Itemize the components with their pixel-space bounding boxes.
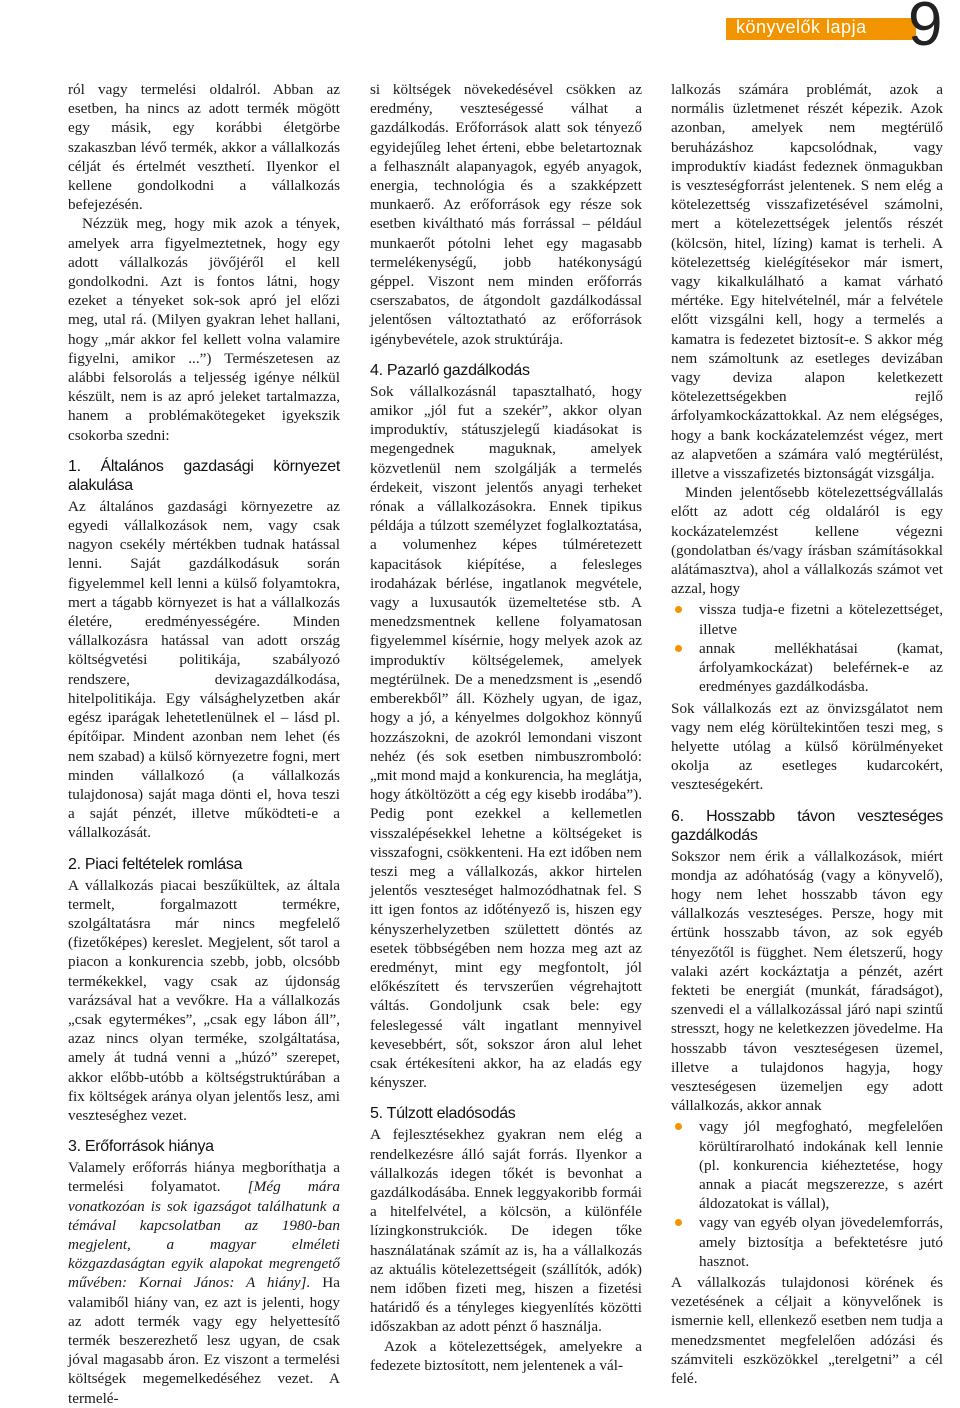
paragraph: Azok a kötelezettségek, amelyekre a fedezete biztosított, nem jelentenek a vál- <box>370 1337 642 1374</box>
section-heading-3: 3. Erőforrások hiánya <box>68 1138 214 1156</box>
list-item-text: vagy jól megfogható, megfelelően körültírarolható indokának kell lennie (pl. konkurencia kiéheztetése, hogy annak a piacát megszerezze, s azért áldozatokat is vállal), <box>699 1118 943 1213</box>
bullet-list-2 <box>671 1117 943 1271</box>
list-item <box>699 1213 943 1271</box>
section-heading-6: 6. Hosszabb távon veszteséges gazdálkodás <box>671 807 943 844</box>
bullet-dot-icon <box>675 1219 682 1226</box>
paragraph: A vállalkozás tulajdonosi körének és vezetésének a céljait a könyvelőnek is ismernie kell, ellenkező esetben nem tudja a menedzsmentet megfelelően adózási és számviteli eszközökkel „terelgetni” a cél felé. <box>671 1273 943 1387</box>
list-item <box>699 600 943 638</box>
bullet-dot-icon <box>675 645 682 652</box>
paragraph: Minden jelentősebb kötelezettségvállalás előtt az adott cég oldaláról is egy kockázatelemzést kellene végezni (gondolatban és/vagy írásban számításokkal alátámasztva), ahol a vállalkozás számot vet azzal, hogy <box>671 484 943 598</box>
paragraph-text: Ha valamiből hiány van, ez azt is jelenti, hogy az adott termék vagy egy helyettesítő termék beszerezhető lesz ugyan, de csak jóval magasabb áron. Ez viszont a termelési költségek megemelkedéséhez vezet. A termelé- <box>68 1274 340 1407</box>
paragraph <box>68 1158 340 1408</box>
italic-citation: [Még mára vonatkozóan is sok igazságot találhatunk a témával kapcsolatban az 1980-ban megjelent, a magyar elméleti közgazdaságtan egyik alapokat megrengető művében: Kornai János: A hiány]. <box>68 1178 340 1292</box>
bullet-dot-icon <box>675 606 682 613</box>
text-column-1 <box>68 80 340 1408</box>
section-heading-4: 4. Pazarló gazdálkodás <box>370 361 530 379</box>
paragraph: Az általános gazdasági környezetre az egyedi vállalkozások nem, vagy csak nagyon csekély mértékben tudnak hatással lenni. Saját gazdálkodásuk során figyelemmel kell lenni a külső folyamtokra, mert a tágabb környezet is hat a vállalkozás életére, eredményességére. Minden vállalkozásra hatással van adott ország költségvetési politikája, szabályozó rendszere, devizagazdálkodása, hitelpolitikája. Egy válsághelyzetben akár egész iparágak lehetetlenülnek el – lásd pl. építőipar. Mindent azonban nem lehet (és nem szabad) a külső környezetre fogni, mert minden vállalkozó (a vállalkozás tulajdonosa) saját maga dönti el, hova teszi a saját pénzét, illetve működteti-e a vállalkozását. <box>68 497 340 842</box>
paragraph: lalkozás számára problémát, azok a normális üzletmenet részét képezik. Azok azonban, amelyek nem megtérülő beruházáshoz kapcsolódnak, vagy improduktív kiadást fedeznek önmagukban is veszteségforrást jelentenek. S nem elég a kötelezettség visszafizetésével számolni, mert a kötelezettségek jelentős részét (kölcsön, hitel, lízing) kamat is terheli. A kötelezettség kielégítésekor már ismert, vagy kikalkulálható a kamat várható mértéke. Egy hitelvételnél, már a felvétele előtt vizsgálni kell, hogy a termelés a kamatra is fedezetet biztosít-e. S akkor még nem számoltunk az esetleges devizában vagy deviza alapon keletkezett kötelezettségekben rejlő árfolyamkockázattokkal. Az nem elégséges, hogy a bank kockázatelemzést végez, mert az alapvetően a számára való megtérülést, illetve a visszafizetés biztonságát vizsgálja. <box>671 81 943 483</box>
list-item <box>699 1117 943 1213</box>
page-number: 9 <box>908 0 943 59</box>
list-item <box>699 639 943 697</box>
paragraph: Sok vállalkozásnál tapasztalható, hogy amikor „jól fut a szekér”, akkor olyan improduktív, státuszjelegű kiadásokat is megengednek maguknak, amelyek közvetlenül nem szolgálják a termelés érdekeit, viszont jelentős anyagi terheket rónak a vállalkozásokra. Ennek tipikus példája a túlzott személyzet foglalkoztatása, a volumenhez képes túlméretezett kapacitások kiépítése, a felesleges irodaházak bérlése, ingatlanok megvétele, vagy a luxusautók üzemeltetése stb. A menedzsmentnek kellene folyamatosan figyelemmel kísérnie, hogy melyek azok az improduktív költségelemek, amelyek megtérülnek. De a menedzsment is „esendő emberekből” áll. Közhely ugyan, de igaz, hogy a jó, a kényelmes dolgokhoz könnyű hozzászokni, de azokról lemondani viszont nehéz (és sok esetben nimbuszromboló: „mit mond majd a konkurencia, ha meglátja, hogy átköltözött a cég egy kisebb irodába”). Pedig pont ezekkel a kellemetlen visszalépésekkel lehetne a költségeket is visszafogni, csökkenteni. Ha ezt időben nem teszi meg a vállalkozás, akkor hirtelen jelentős veszteséget halmozódhatnak fel. S itt igen fontos az időtényező is, hiszen egy kényszerhelyzetben születtett döntés az esetek többségében nem hozza meg azt az eredményt, mint egy megfontolt, jól előkészített és tervszerűen végrehajtott váltás. Gondoljunk csak bele: egy feleslegessé vált ingatlant mennyivel kevesebbért, sőt, sokszor áron alul lehet csak értékesíteni akkor, ha az eladás egy kényszer. <box>370 382 642 1092</box>
text-column-2 <box>370 80 642 1375</box>
list-item-text: annak mellékhatásai (kamat, árfolyamkockázat) beleférnek-e az eredményes gazdálkodásba. <box>699 639 943 696</box>
bullet-list-1 <box>671 600 943 696</box>
paragraph: Sokszor nem érik a vállalkozások, miért mondja az adóhatóság (vagy a könyvelő), hogy nem lehet hosszabb távon egy vállalkozás veszteséges. Persze, hogy mit értünk hosszabb távon, az sok egyéb tényezőtől is függhet. Nem életszerű, hogy valaki azért kockáztatja a pénzét, azért fekteti be energiát (munkát, fáradságot), szenvedi el a vállalkozással járó napi szintű stresszt, hogy ne keletkezzen jövedelme. Ha hosszabb távon veszteségesen üzemel, illetve a tulajdonos hagyja, hogy veszteségesen üzemeljen egy adott vállalkozás, akkor annak <box>671 847 943 1115</box>
section-heading-5: 5. Túlzott eladósodás <box>370 1105 516 1123</box>
paragraph: ról vagy termelési oldalról. Abban az esetben, ha nincs az adott termék mögött egy másik, egy korábbi életgörbe szakaszban lévő termék, akkor a vállalkozás célját és értelmét veszthetí. Ilyenkor el kellene gondolkodni a vállalkozás befejezésén. <box>68 81 340 214</box>
section-heading-2: 2. Piaci feltételek romlása <box>68 855 243 873</box>
paragraph: A vállalkozás piacai beszűkültek, az általa termelt, forgalmazott termékre, szolgáltatásra már nincs megfelelő (fizetőképes) kereslet. Megjelent, sőt tarol a piacon a konkurencia szebb, jobb, olcsóbb termékekkel, vagy csak az újdonság varázsával hat a vevőkre. Ha a vállalkozás „csak egytermékes”, „csak egy lábon áll”, azaz nincs olyan terméke, szolgáltatása, amely át tudná venni a „húzó” szerepet, akkor előbb-utóbb a költségstruktúrában a fix költségek aránya olyan jelentős lesz, ami veszteséghez vezet. <box>68 876 340 1124</box>
paragraph: Sok vállalkozás ezt az önvizsgálatot nem vagy nem elég körültekintően teszi meg, s helyette utólag a külső körülményeket okolja az esetleges kudarcokért, veszteségekért. <box>671 699 943 794</box>
list-item-text: vissza tudja-e fizetni a kötelezettséget, illetve <box>699 601 943 638</box>
paragraph: Nézzük meg, hogy mik azok a tények, amelyek arra figyelmeztetnek, hogy egy adott vállalkozás jövőjéről el kell gondolkodni. Azt is fontos látni, hogy ezeket a tényeket sok-sok apró jel előzi meg, utal rá. (Milyen gyakran lehet hallani, hogy „már akkor fel kellett volna valamire figyelni, amikor ...”) Természetesen az alábbi felsorolás a teljesség igénye nélkül készült, nem is az apró jeleket tartalmazza, hanem a problémakötegeket igyekszik csokorba szedni: <box>68 215 340 444</box>
paragraph: si költségek növekedésével csökken az eredmény, veszteségessé válhat a gazdálkodás. Erőforrások alatt sok tényező egyidejűleg lehet érteni, ebbe beletartoznak a felhasznált alapanyagok, egyéb anyagok, energia, technológia és a szakképzett munkaerő. Az erőforrások egy része sok esetben kiváltható más forrással – például munkaerőt pótolni lehet egy magasabb termelékenységű, jobb hatékonyságú géppel. Viszont nem minden erőforrás cserszabatos, de átgondolt gazdálkodással jelentősen változtatható az erőforrások igénybevétele, azok struktúrája. <box>370 81 642 348</box>
bullet-dot-icon <box>675 1123 682 1130</box>
paragraph-text: Valamely erőforrás hiánya megboríthatja a termelési folyamatot. <box>68 1159 340 1196</box>
magazine-title: könyvelők lapja <box>736 17 867 37</box>
section-heading-1: 1. Általános gazdasági környezet alakulása <box>68 457 340 494</box>
list-item-text: vagy van egyéb olyan jövedelemforrás, amely biztosítja a befektetésre jutó hasznot. <box>699 1214 943 1270</box>
text-column-3 <box>671 80 943 1388</box>
paragraph: A fejlesztésekhez gyakran nem elég a rendelkezésre álló saját forrás. Ilyenkor a vállalkozás idegen tőkét is bevonhat a gazdálkodásába. Ennek leggyakoribb formái a hitelfelvétel, a kölcsön, a különféle lízingkonstrukciók. De idegen tőke használatának számít az is, ha a vállalkozás az aktuális kötelezettségeit (szállítók, adók) nem időben fizeti meg, hiszen a fizetési határidő és a tényleges kiegyenlítés közötti időszakban az adott pénzt ő használja. <box>370 1126 642 1336</box>
